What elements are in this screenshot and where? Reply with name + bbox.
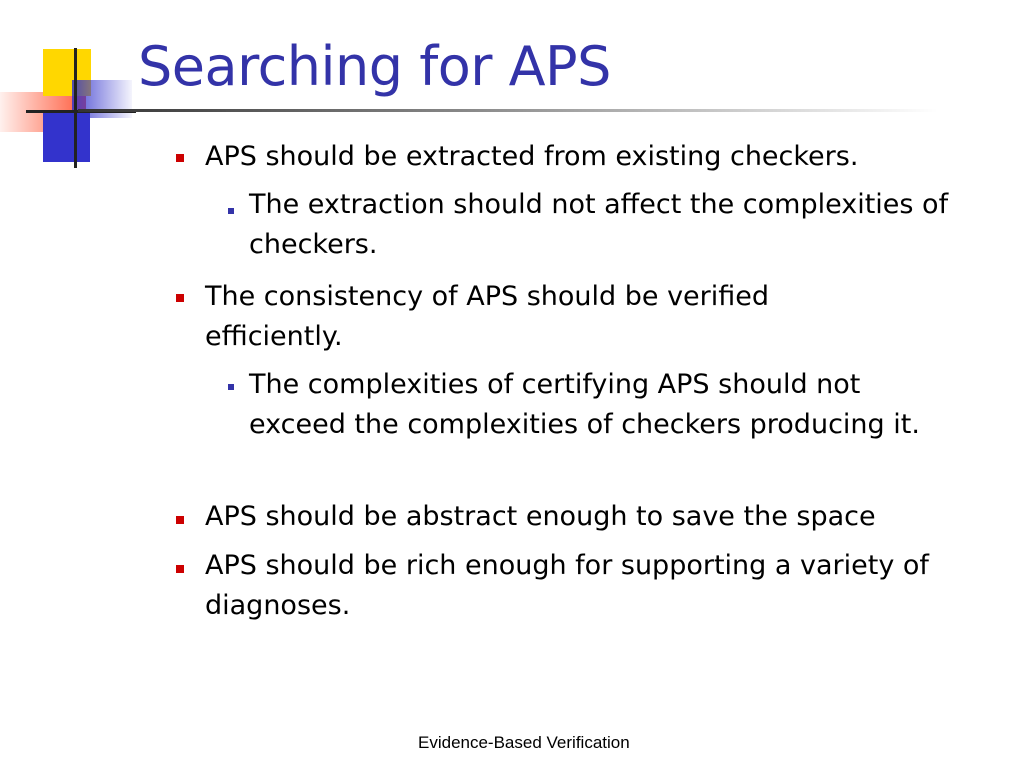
sub-bullet-text: The complexities of certifying APS should not exceed the complexities of checkers producing it. [249, 369, 920, 440]
sub-bullet-marker [228, 208, 234, 214]
bullet-text: APS should be rich enough for supporting a variety of diagnoses. [205, 550, 929, 621]
bullet-marker [176, 294, 184, 302]
sub-bullet-text: The extraction should not affect the complexities of checkers. [249, 189, 949, 260]
bullet-marker [176, 565, 184, 573]
bullet-marker [176, 154, 184, 162]
sub-bullet-marker [228, 384, 234, 390]
bullet-marker [176, 516, 184, 524]
bullet-text: APS should be extracted from existing checkers. [205, 141, 859, 172]
bullet-text: The consistency of APS should be verified efficiently. [205, 281, 770, 352]
slide-title: Searching for APS [138, 35, 611, 98]
bullet-text: APS should be abstract enough to save the space [205, 501, 876, 532]
slide-footer: Evidence-Based Verification [418, 733, 630, 752]
